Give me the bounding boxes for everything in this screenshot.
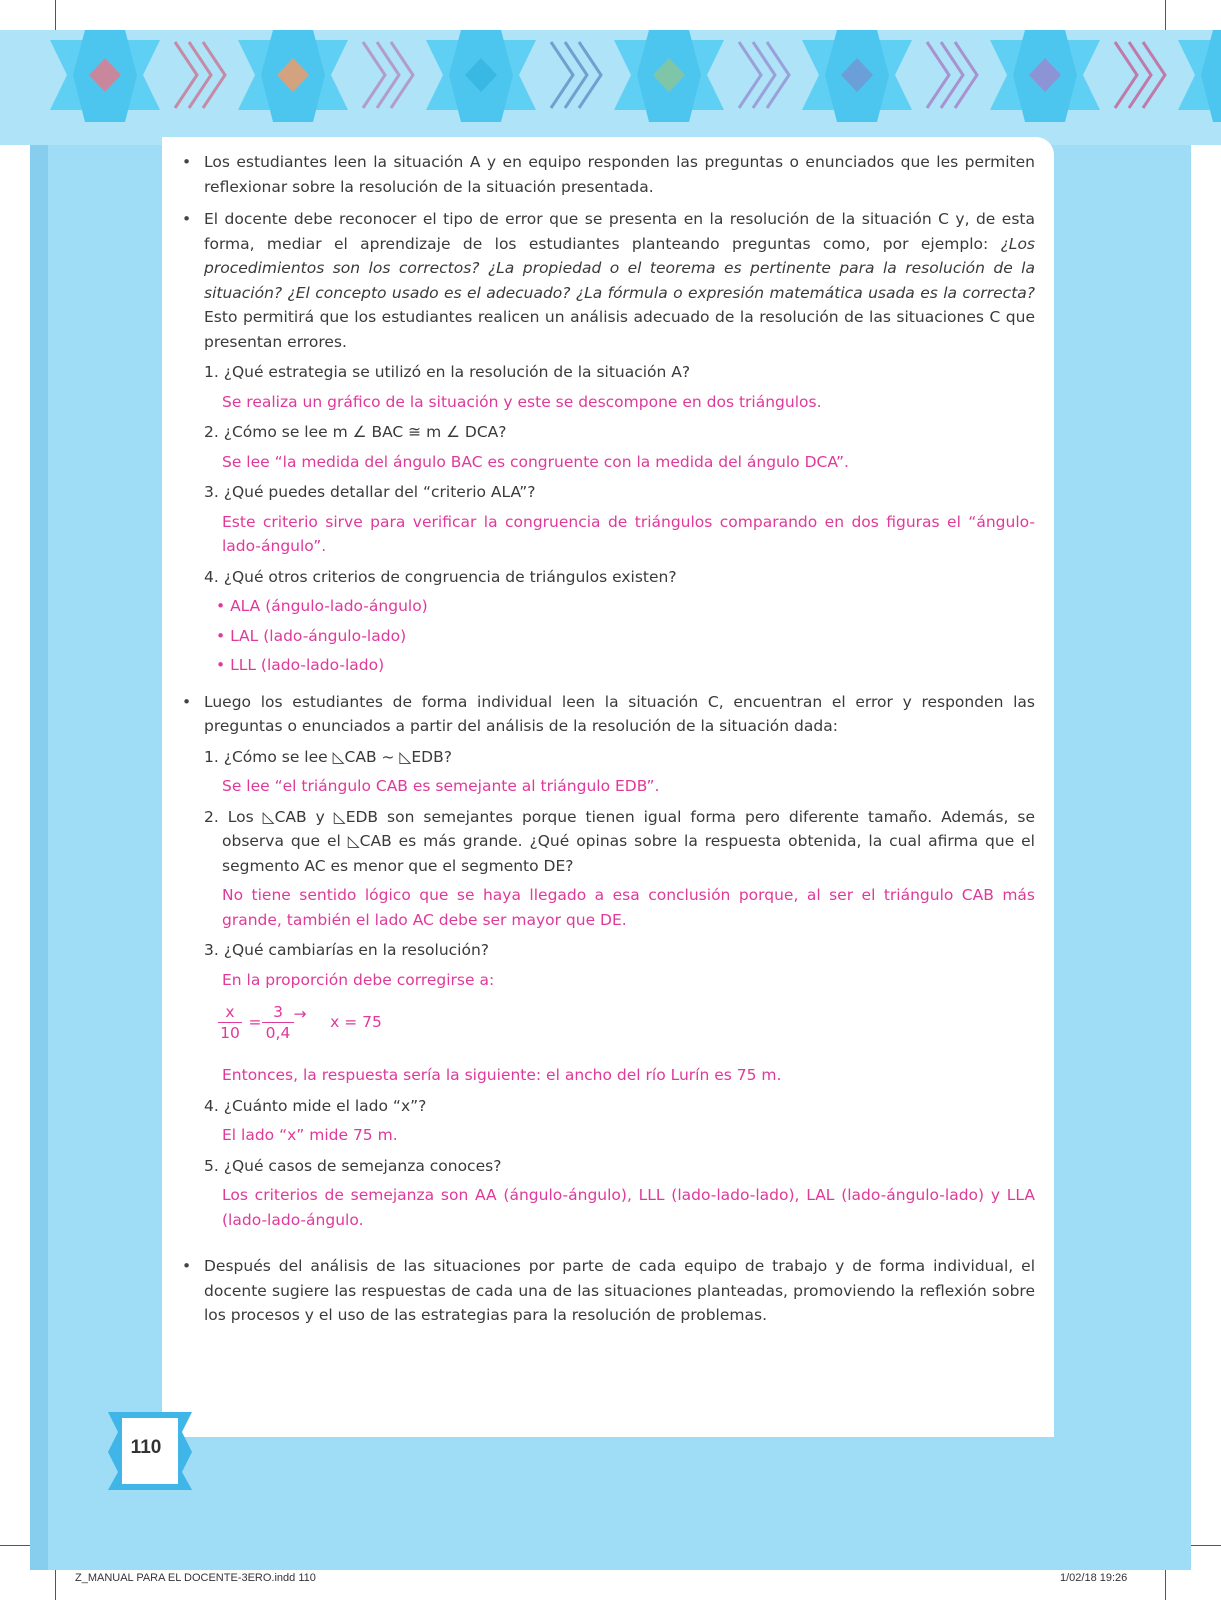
section-c-intro-text: Luego los estudiantes de forma individual leen la situación C, encuentran el error y responden las preguntas o enunciados a partir del análisis de la resolución de la situación dada: xyxy=(204,692,1035,735)
question-c3: 3. ¿Qué cambiarías en la resolución? xyxy=(204,941,490,959)
arrow-icon: → xyxy=(293,1005,307,1023)
fraction-1-numerator: x xyxy=(218,1002,242,1023)
decorative-banner xyxy=(0,30,1221,145)
answer-a1: Se realiza un gráfico de la situación y este se descompone en dos triángulos. xyxy=(222,392,822,411)
answer-a2: Se lee “la medida del ángulo BAC es congruente con la medida del ángulo DCA”. xyxy=(222,452,849,471)
criteria-item: • LLL (lado-lado-lado) xyxy=(216,656,385,674)
crop-mark xyxy=(1165,1570,1166,1600)
equals-sign: = xyxy=(248,1013,262,1031)
crop-mark xyxy=(1165,0,1166,30)
footer-date: 1/02/18 19:26 xyxy=(1060,1572,1128,1584)
footer-filename: Z_MANUAL PARA EL DOCENTE-3ERO.indd 110 xyxy=(75,1572,316,1584)
intro-bullet-text: El docente debe reconocer el tipo de error que se presenta en la resolución de la situación C y, de esta forma, mediar el aprendizaje de los estudiantes planteando preguntas como, por ejemplo: xyxy=(204,210,1035,253)
example-questions: ¿Los procedimientos son los correctos? ¿La propiedad o el teorema es pertinente para la resolución de la situación? ¿El concepto usado es el adecuado? ¿La fórmula o expresión matemática usada es la correcta? xyxy=(204,234,1035,302)
answer-c3: En la proporción debe corregirse a: xyxy=(222,970,495,989)
crop-mark xyxy=(55,1570,56,1600)
intro-bullet-1 xyxy=(180,150,1035,199)
crop-mark xyxy=(0,1545,30,1546)
answer-c3b: Entonces, la respuesta sería la siguiente: el ancho del río Lurín es 75 m. xyxy=(222,1066,782,1084)
page-number: 110 xyxy=(130,1437,162,1458)
closing-text: Después del análisis de las situaciones por parte de cada equipo de trabajo y de forma individual, el docente sugiere las respuestas de cada una de las situaciones planteadas, promoviendo la reflexión sobre los procesos y el uso de las estrategias para la resolución de problemas. xyxy=(204,1257,1035,1324)
answer-c1: Se lee “el triángulo CAB es semejante al triángulo EDB”. xyxy=(222,777,660,795)
question-c1: 1. ¿Cómo se lee ◺CAB ~ ◺EDB? xyxy=(204,747,452,766)
criteria-item: • ALA (ángulo-lado-ángulo) xyxy=(216,597,428,615)
fraction-1 xyxy=(218,1002,242,1043)
intro-bullet-2 xyxy=(180,207,1035,354)
crop-mark xyxy=(1191,1545,1221,1546)
intro-bullet-text: Los estudiantes leen la situación A y en equipo responden las preguntas o enunciados que les permiten reflexionar sobre la resolución de la situación presentada. xyxy=(204,153,1035,196)
proportion-equation xyxy=(180,996,1035,1058)
page-text xyxy=(180,150,1035,1336)
answer-a3: Este criterio sirve para verificar la congruencia de triángulos comparando en dos figuras el “ángulo-lado-ángulo”. xyxy=(222,512,1035,555)
fraction-2-denominator: 0,4 xyxy=(265,1024,291,1042)
question-a3: 3. ¿Qué puedes detallar del “criterio ALA”? xyxy=(204,483,536,501)
fraction-2 xyxy=(262,1002,294,1043)
question-c4: 4. ¿Cuánto mide el lado “x”? xyxy=(204,1096,427,1115)
answer-c5: Los criterios de semejanza son AA (ángulo-ángulo), LLL (lado-lado-lado), LAL (lado-ángulo-lado) y LLA (lado-lado-ángulo. xyxy=(222,1186,1035,1229)
question-a2: 2. ¿Cómo se lee m ∠ BAC ≅ m ∠ DCA? xyxy=(204,423,507,441)
question-c2: 2. Los ◺CAB y ◺EDB son semejantes porque tienen igual forma pero diferente tamaño. Además, se observa que el ◺CAB es más grande. ¿Qué opinas sobre la respuesta obtenida, la cual afirma que el segmento AC es menor que el segmento DE? xyxy=(204,807,1035,875)
question-a1: 1. ¿Qué estrategia se utilizó en la resolución de la situación A? xyxy=(204,363,691,381)
fraction-1-denominator: 10 xyxy=(220,1024,240,1042)
closing-bullet xyxy=(180,1254,1035,1328)
question-a4: 4. ¿Qué otros criterios de congruencia de triángulos existen? xyxy=(204,567,677,586)
criteria-item: • LAL (lado-ángulo-lado) xyxy=(216,626,407,645)
crop-mark xyxy=(55,0,56,30)
intro-bullet-text: Esto permitirá que los estudiantes realicen un análisis adecuado de la resolución de las situaciones C que presentan errores. xyxy=(204,308,1035,351)
left-strip xyxy=(30,30,48,1570)
question-c5: 5. ¿Qué casos de semejanza conoces? xyxy=(204,1156,502,1175)
answer-c2: No tiene sentido lógico que se haya llegado a esa conclusión porque, al ser el triángulo CAB más grande, también el lado AC debe ser mayor que DE. xyxy=(222,886,1035,929)
equation-result: x = 75 xyxy=(330,1013,382,1031)
fraction-2-numerator: 3 xyxy=(262,1002,294,1023)
section-c-intro xyxy=(180,690,1035,739)
answer-c4: El lado “x” mide 75 m. xyxy=(222,1126,398,1144)
